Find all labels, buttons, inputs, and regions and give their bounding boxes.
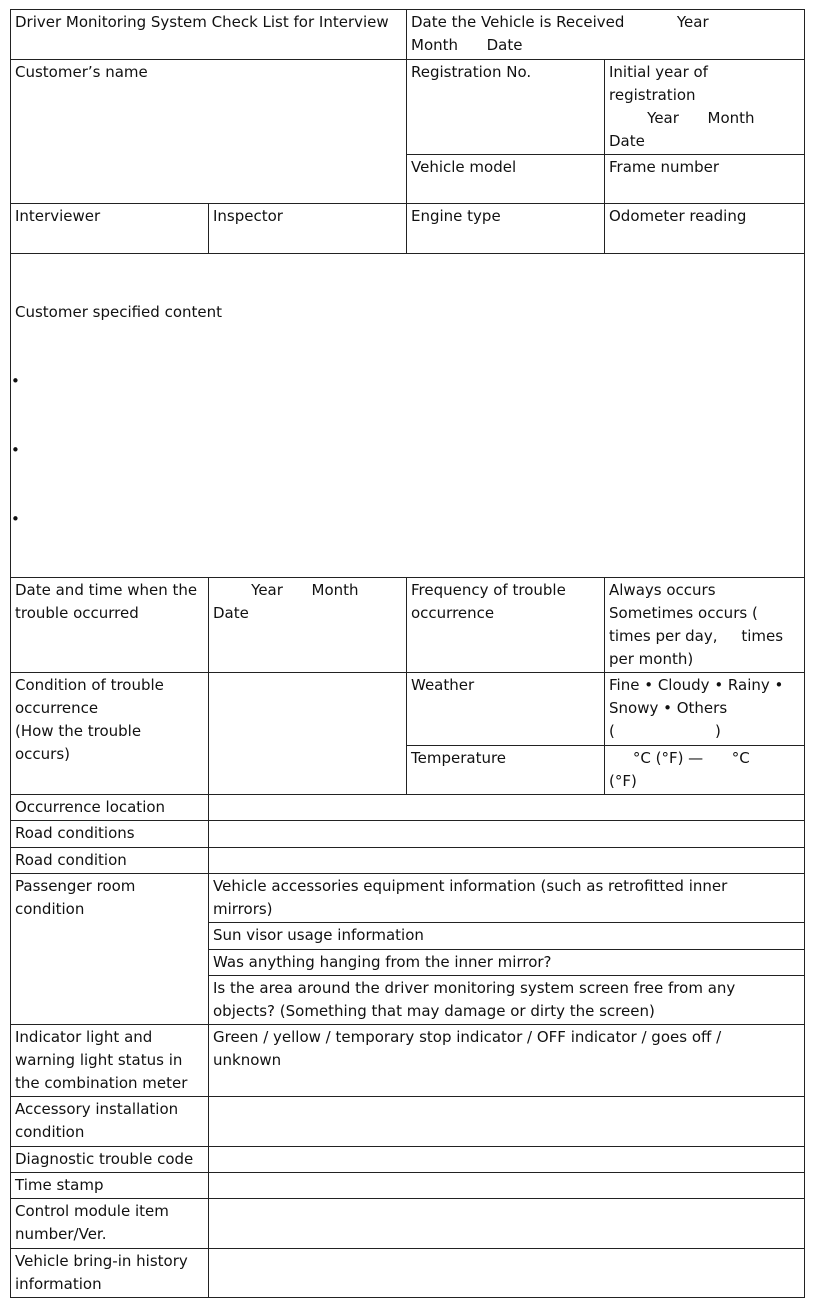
weather-field[interactable]: Fine • Cloudy • Rainy • Snowy • Others ( ) — [605, 673, 805, 746]
customer-specified-label: Customer specified content — [15, 303, 223, 321]
bullet-item: • — [11, 441, 20, 459]
indicator-field[interactable]: Green / yellow / temporary stop indicator / OFF indicator / goes off / unknown — [209, 1025, 805, 1097]
interview-checklist-table — [10, 9, 805, 1298]
passenger-room-label: Passenger room condition — [11, 874, 209, 1025]
frame-number-field[interactable]: Frame number — [605, 155, 805, 204]
occurrence-location-field[interactable] — [209, 795, 805, 821]
inspector-field[interactable]: Inspector — [209, 204, 407, 254]
trouble-datetime-label: Date and time when the trouble occurred — [11, 578, 209, 673]
control-module-field[interactable] — [209, 1199, 805, 1249]
weather-label: Weather — [407, 673, 605, 746]
control-module-label: Control module item number/Ver. — [11, 1199, 209, 1249]
dtc-label: Diagnostic trouble code — [11, 1147, 209, 1173]
road-conditions-label: Road conditions — [11, 821, 209, 848]
engine-type-field[interactable]: Engine type — [407, 204, 605, 254]
bullet-item: • — [11, 372, 20, 390]
dtc-field[interactable] — [209, 1147, 805, 1173]
initial-year-field[interactable]: Initial year of registration Year Month Date — [605, 60, 805, 155]
time-stamp-field[interactable] — [209, 1173, 805, 1199]
road-condition-field[interactable] — [209, 848, 805, 874]
vehicle-model-field[interactable]: Vehicle model — [407, 155, 605, 204]
form-title: Driver Monitoring System Check List for Interview — [11, 10, 407, 60]
trouble-datetime-field[interactable]: Year Month Date — [209, 578, 407, 673]
bullet-item: • — [11, 510, 20, 528]
frequency-label: Frequency of trouble occurrence — [407, 578, 605, 673]
accessory-field[interactable] — [209, 1097, 805, 1147]
customer-specified-field[interactable] — [11, 254, 805, 578]
frequency-field[interactable]: Always occurs Sometimes occurs ( times per day, times per month) — [605, 578, 805, 673]
passenger-item[interactable]: Was anything hanging from the inner mirror? — [209, 950, 805, 976]
condition-field[interactable] — [209, 673, 407, 795]
occurrence-location-label: Occurrence location — [11, 795, 209, 821]
odometer-field[interactable]: Odometer reading — [605, 204, 805, 254]
interviewer-field[interactable]: Interviewer — [11, 204, 209, 254]
date-received-field[interactable]: Date the Vehicle is Received Year Month Date — [407, 10, 805, 60]
bring-in-history-field[interactable] — [209, 1249, 805, 1298]
bring-in-history-label: Vehicle bring-in history information — [11, 1249, 209, 1298]
time-stamp-label: Time stamp — [11, 1173, 209, 1199]
passenger-item[interactable]: Is the area around the driver monitoring system screen free from any objects? (Something that may damage or dirty the screen) — [209, 976, 805, 1025]
passenger-item[interactable]: Vehicle accessories equipment information (such as retrofitted inner mirrors) — [209, 874, 805, 923]
accessory-label: Accessory installation condition — [11, 1097, 209, 1147]
indicator-label: Indicator light and warning light status in the combination meter — [11, 1025, 209, 1097]
passenger-item[interactable]: Sun visor usage information — [209, 923, 805, 950]
temperature-label: Temperature — [407, 746, 605, 795]
road-condition-label: Road condition — [11, 848, 209, 874]
customer-name-field[interactable]: Customer’s name — [11, 60, 407, 204]
road-conditions-field[interactable] — [209, 821, 805, 848]
registration-no-field[interactable]: Registration No. — [407, 60, 605, 155]
temperature-field[interactable]: °C (°F) — °C (°F) — [605, 746, 805, 795]
condition-label: Condition of trouble occurrence (How the trouble occurs) — [11, 673, 209, 795]
